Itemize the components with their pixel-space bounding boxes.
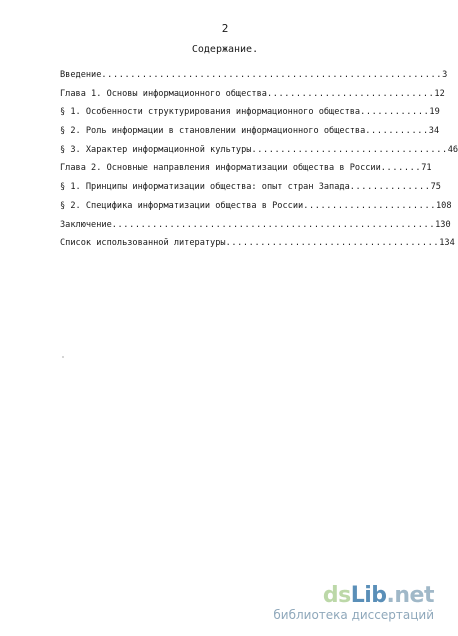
toc-entry-page: 108 — [436, 200, 452, 211]
toc-entry-page: 3 — [442, 70, 448, 80]
toc-entry-conclusion — [60, 219, 451, 239]
logo-part-lib: Lib — [350, 583, 387, 608]
logo-part-net: .net — [386, 583, 434, 608]
toc-leader-dots: ............ — [360, 107, 430, 118]
toc-entry-text: Заключение — [60, 219, 112, 230]
toc-entry-page: 130 — [435, 219, 451, 230]
toc-entry-chapter-2-section-2 — [60, 200, 452, 220]
toc-entry-page: 134 — [439, 238, 455, 249]
toc-entry-text: § 1. Особенности структурирования информационного общества — [60, 107, 361, 118]
toc-entry-chapter-2 — [60, 163, 432, 182]
toc-leader-dots: .............. — [349, 182, 431, 193]
toc-leader-dots: ............................. — [266, 88, 435, 99]
dslib-logo — [323, 584, 434, 608]
toc-entry-chapter-1 — [60, 88, 445, 108]
toc-entry-chapter-1-section-3 — [60, 144, 458, 164]
toc-title: Содержание. — [191, 44, 259, 55]
watermark-tagline: библиотека диссертаций — [273, 608, 434, 622]
toc-leader-dots: ....................... — [303, 200, 436, 211]
toc-entry-text: Глава 2. Основные направления информатизации общества в России — [60, 163, 381, 174]
toc-leader-dots: ........................................................... — [101, 70, 443, 80]
dslib-watermark — [246, 584, 436, 622]
toc-entry-text: § 3. Характер информационной культуры — [60, 144, 252, 155]
toc-entry-text: § 2. Специфика информатизации общества в России — [60, 200, 304, 211]
toc-entry-page: 71 — [421, 163, 432, 174]
toc-leader-dots: .................................. — [251, 144, 448, 155]
toc-entry-text: § 2. Роль информации в становлении информационного общества — [60, 126, 366, 137]
toc-entry-page: 12 — [434, 88, 445, 99]
toc-entry-text: Список использованной литературы — [60, 238, 226, 249]
toc-entry-page: 19 — [429, 107, 440, 118]
toc-entry-chapter-1-section-2 — [60, 126, 440, 145]
toc-entry-page: 75 — [430, 182, 441, 193]
toc-entry-text: Введение — [60, 70, 102, 80]
page-number: 2 — [221, 22, 229, 35]
toc-entry-page: 46 — [447, 144, 458, 155]
table-of-contents — [60, 70, 458, 257]
toc-entry-text: § 1. Принципы информатизации общества: опыт стран Запада — [60, 182, 350, 193]
toc-entry-text: Глава 1. Основы информационного общества — [60, 88, 267, 99]
logo-part-ds: ds — [322, 583, 351, 608]
toc-entry-bibliography — [60, 238, 455, 257]
toc-leader-dots: ........................................................ — [111, 219, 436, 230]
toc-leader-dots: ....... — [380, 163, 422, 174]
toc-entry-introduction — [60, 70, 448, 89]
toc-entry-chapter-1-section-1 — [60, 107, 440, 126]
scan-speck — [62, 356, 64, 358]
toc-entry-chapter-2-section-1 — [60, 182, 441, 201]
toc-entry-page: 34 — [428, 126, 440, 137]
toc-leader-dots: ........... — [365, 126, 429, 137]
toc-leader-dots: ..................................... — [225, 238, 440, 249]
